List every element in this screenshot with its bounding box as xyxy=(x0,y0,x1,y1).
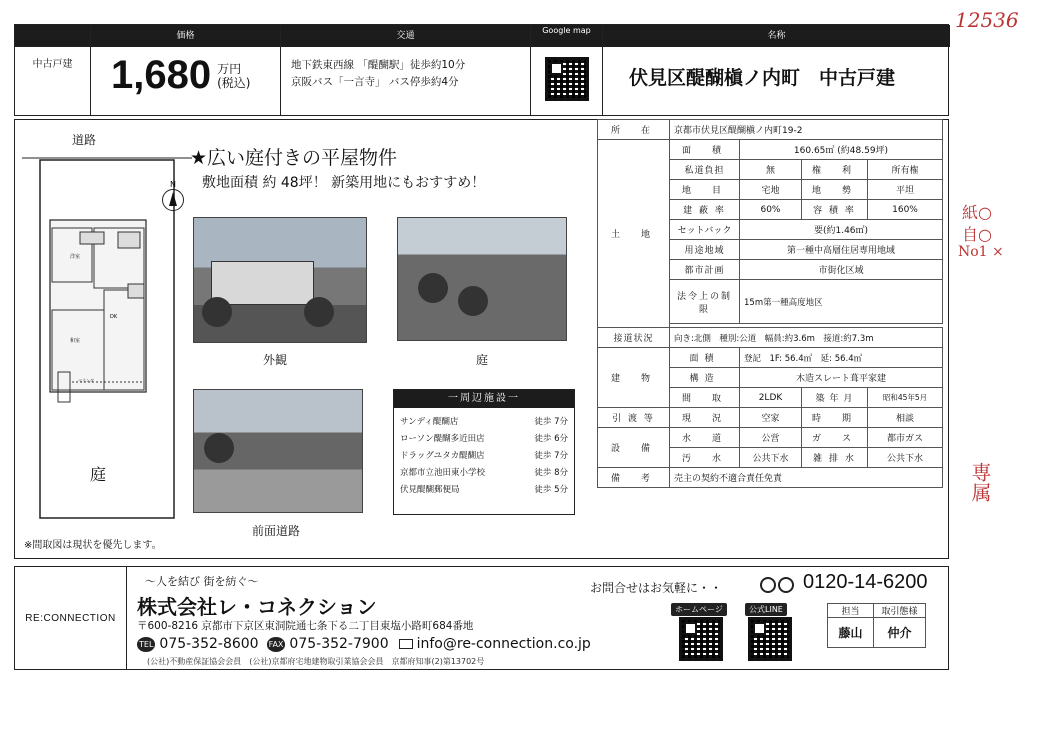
email-link[interactable]: info@re-connection.co.jp xyxy=(416,636,591,652)
freedial-icon xyxy=(760,577,796,595)
bldg-area-label: 面積 xyxy=(670,348,740,368)
road-access-value: 向き:北側 種別:公道 幅員:約3.6m 接道:約7.3m xyxy=(670,328,943,348)
zoning-value: 第一種中高層住居専用地域 xyxy=(740,240,943,260)
graywater-label: 雑 排 水 xyxy=(802,448,868,468)
header-bar xyxy=(14,24,949,116)
freedial-number[interactable]: 0120-14-6200 xyxy=(803,571,928,593)
access-cell xyxy=(281,25,531,115)
far-value: 160% xyxy=(868,200,943,220)
location-label: 所 在 xyxy=(598,120,670,140)
photo-front-road xyxy=(193,389,363,513)
status-label: 現 況 xyxy=(670,408,740,428)
utility-label: 設 備 xyxy=(598,428,670,468)
price-value: 1,680 xyxy=(111,53,212,97)
category-cell xyxy=(15,25,91,115)
built-label: 築 年 月 xyxy=(802,388,868,408)
area-value: 160.65㎡ (約48.59坪) xyxy=(740,140,943,160)
setback-value: 要(約1.46㎡) xyxy=(740,220,943,240)
access-line-1: 地下鉄東西線 「醍醐駅」徒歩約10分 xyxy=(291,59,466,71)
photo-exterior xyxy=(193,217,367,343)
nearby-item: ドラッグユタカ醍醐店 徒歩 7分 xyxy=(400,451,568,461)
nearby-item: 伏見醍醐郵便局 徒歩 5分 xyxy=(400,485,568,495)
svg-text:洋室: 洋室 xyxy=(70,254,81,260)
structure-value: 木造スレート葺平家建 xyxy=(740,368,943,388)
nearby-title: 一周辺施設一 xyxy=(394,390,574,408)
terrain-label: 地 勢 xyxy=(802,180,868,200)
homepage-qr-icon[interactable] xyxy=(679,617,723,661)
price-tax: (税込) xyxy=(217,75,251,90)
chimoku-value: 宅地 xyxy=(740,180,802,200)
bldg-area-value: 登記 1F: 56.4㎡ 延: 56.4㎡ xyxy=(740,348,943,368)
floorplan-note: ※間取図は現状を優先します。 xyxy=(24,540,162,551)
structure-label: 構造 xyxy=(670,368,740,388)
remarks-value: 売主の契約不適合責任免責 xyxy=(670,468,943,488)
legal-value: 15m第一種高度地区 xyxy=(740,280,943,324)
water-value: 公営 xyxy=(740,428,802,448)
svg-text:和室: 和室 xyxy=(70,338,81,344)
city-plan-label: 都市計画 xyxy=(670,260,740,280)
price-unit: 万円 xyxy=(217,61,242,76)
line-label: 公式LINE xyxy=(745,603,787,616)
gas-label: ガ ス xyxy=(802,428,868,448)
timing-label: 時 期 xyxy=(802,408,868,428)
spec-table xyxy=(597,119,943,488)
coverage-value: 60% xyxy=(740,200,802,220)
company-address: 〒600-8216 京都市下京区東洞院通七条下る二丁目東塩小路町684番地 xyxy=(137,620,474,632)
handwritten-number: 12536 xyxy=(955,8,1019,32)
compass-icon: N xyxy=(160,180,186,210)
staff-table xyxy=(827,603,926,648)
category-label: 中古戸建 xyxy=(32,59,73,70)
zoning-label: 用途地域 xyxy=(670,240,740,260)
homepage-label: ホームページ xyxy=(671,603,727,616)
company-name: 株式会社レ・コネクション xyxy=(137,595,377,619)
nearby-item: サンディ醍醐店 徒歩 7分 xyxy=(400,417,568,427)
company-logo: RE:CONNECTION xyxy=(15,567,127,669)
photo-caption-garden: 庭 xyxy=(476,353,489,367)
inquiry-text: お問合せはお気軽に・・ xyxy=(590,581,723,595)
location-value: 京都市伏見区醍醐槇ノ内町19-2 xyxy=(670,120,943,140)
headline-title: ★広い庭付きの平屋物件 xyxy=(190,147,398,169)
water-label: 水 道 xyxy=(670,428,740,448)
access-line-2: 京阪バス「一言寺」 バス停歩約4分 xyxy=(291,76,459,88)
coverage-label: 建 蔽 率 xyxy=(670,200,740,220)
name-header: 名称 xyxy=(603,25,950,47)
map-cell xyxy=(531,25,603,115)
land-label: 土 地 xyxy=(598,140,670,328)
fax-number: 075-352-7900 xyxy=(289,636,389,652)
footer xyxy=(14,566,949,670)
terrain-value: 平坦 xyxy=(868,180,943,200)
road-access-label: 接道状況 xyxy=(598,328,670,348)
svg-text:DK: DK xyxy=(110,314,118,320)
remarks-label: 備 考 xyxy=(598,468,670,488)
staff-name: 藤山 xyxy=(828,618,874,648)
nearby-box xyxy=(393,389,575,515)
rights-label: 権 利 xyxy=(802,160,868,180)
handnote-senzoku: 専属 xyxy=(968,462,992,502)
mail-icon xyxy=(399,639,413,649)
photo-caption-road: 前面道路 xyxy=(252,524,301,538)
garden-label: 庭 xyxy=(90,465,107,484)
far-label: 容 積 率 xyxy=(802,200,868,220)
svg-text:ベランダ: ベランダ xyxy=(78,378,94,383)
setback-label: セットバック xyxy=(670,220,740,240)
price-cell xyxy=(91,25,281,115)
legal-label: 法令上の制限 xyxy=(670,280,740,324)
line-qr-icon[interactable] xyxy=(748,617,792,661)
tel-icon: TEL xyxy=(137,637,155,652)
nearby-item: 京都市立池田東小学校 徒歩 8分 xyxy=(400,468,568,478)
area-label: 面 積 xyxy=(670,140,740,160)
fax-icon: FAX xyxy=(267,637,286,652)
google-map-qr-icon[interactable] xyxy=(545,57,589,101)
access-header: 交通 xyxy=(281,25,530,47)
tagline: 〜人を結び 街を紡ぐ〜 xyxy=(145,575,259,588)
handnote-paper: 紙○ xyxy=(962,203,992,222)
photo-caption-exterior: 外観 xyxy=(263,353,288,367)
name-cell xyxy=(603,25,950,115)
handover-label: 引 渡 等 xyxy=(598,408,670,428)
associations: (公社)不動産保証協会会員 (公社)京都府宅地建物取引業協会会員 京都府知事(2)第13702号 xyxy=(147,657,485,666)
layout-label: 間 取 xyxy=(670,388,740,408)
transaction-mode: 仲介 xyxy=(874,618,926,648)
private-road-value: 無 xyxy=(740,160,802,180)
sewage-label: 汚 水 xyxy=(670,448,740,468)
map-header: Google map xyxy=(531,25,602,47)
price-header: 価格 xyxy=(91,25,280,47)
property-name: 伏見区醍醐槇ノ内町 中古戸建 xyxy=(629,67,896,89)
private-road-label: 私道負担 xyxy=(670,160,740,180)
timing-value: 相談 xyxy=(868,408,943,428)
chimoku-label: 地 目 xyxy=(670,180,740,200)
building-label: 建 物 xyxy=(598,348,670,408)
sewage-value: 公共下水 xyxy=(740,448,802,468)
built-value: 昭和45年5月 xyxy=(868,388,943,408)
mode-header: 取引態様 xyxy=(874,604,926,618)
nearby-item: ローソン醍醐多近田店 徒歩 6分 xyxy=(400,434,568,444)
road-label: 道路 xyxy=(72,133,97,147)
tel-number[interactable]: 075-352-8600 xyxy=(159,636,259,652)
handnote-no: No1 × xyxy=(958,244,1004,260)
headline-subtitle: 敷地面積 約 48坪！ 新築用地にもおすすめ！ xyxy=(202,175,486,191)
city-plan-value: 市街化区域 xyxy=(740,260,943,280)
rights-value: 所有権 xyxy=(868,160,943,180)
status-value: 空家 xyxy=(740,408,802,428)
gas-value: 都市ガス xyxy=(868,428,943,448)
photo-garden xyxy=(397,217,567,341)
graywater-value: 公共下水 xyxy=(868,448,943,468)
layout-value: 2LDK xyxy=(740,388,802,408)
handnote-self: 自○ xyxy=(962,225,992,244)
staff-header: 担当 xyxy=(828,604,874,618)
